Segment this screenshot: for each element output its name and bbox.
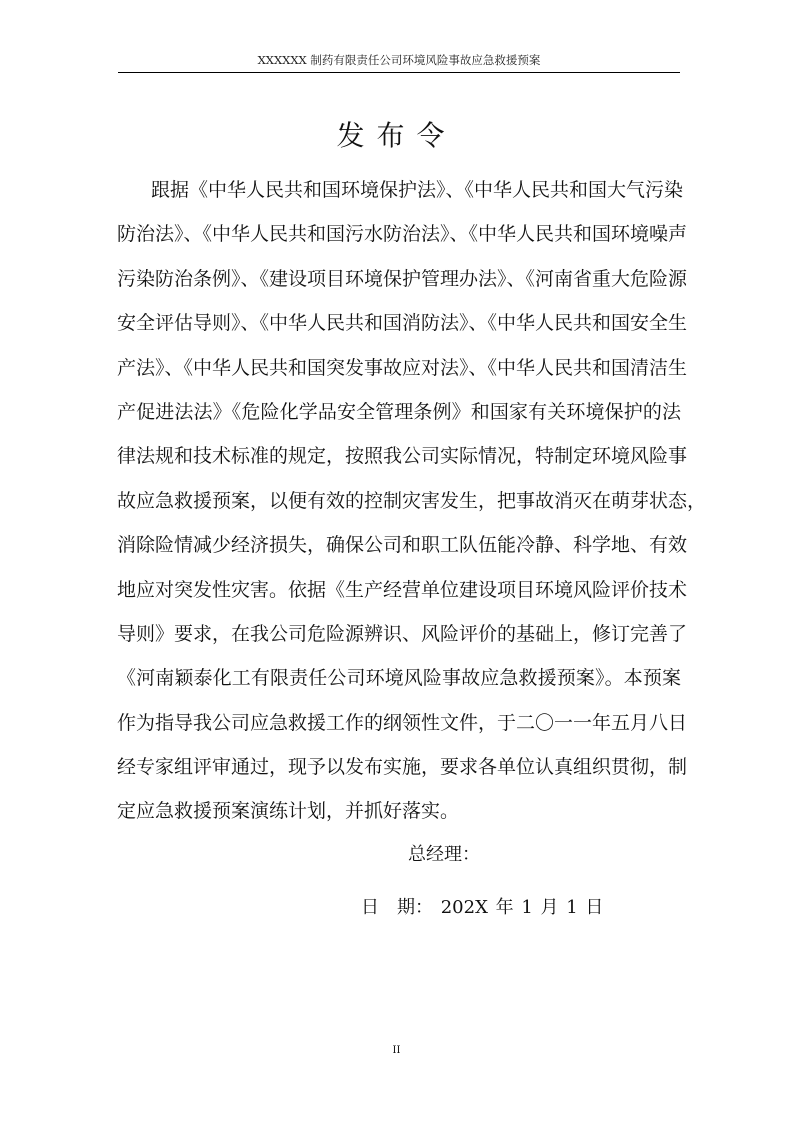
running-header: XXXXXX 制药有限责任公司环境风险事故应急救援预案 bbox=[257, 53, 541, 67]
page-number: II bbox=[392, 1045, 401, 1056]
body-line: 律法规和技术标准的规定，按照我公司实际情况，特制定环境风险事 bbox=[117, 445, 688, 468]
body-line: 经专家组评审通过，现予以发布实施，要求各单位认真组织贯彻，制 bbox=[117, 756, 688, 779]
body-line: 跟据《中华人民共和国环境保护法》、《中华人民共和国大气污染 bbox=[151, 179, 684, 201]
body-line: 定应急救援预案演练计划，并抓好落实。 bbox=[117, 800, 460, 823]
header-divider bbox=[118, 72, 680, 73]
body-line: 地应对突发性灾害。依据《生产经营单位建设项目环境风险评价技术 bbox=[117, 578, 688, 601]
body-line: 消除险情减少经济损失，确保公司和职工队伍能冷静、科学地、有效 bbox=[117, 534, 688, 557]
signature-label: 总经理： bbox=[408, 844, 480, 865]
date-line bbox=[361, 893, 603, 919]
body-line: 产法》、《中华人民共和国突发事故应对法》、《中华人民共和国清洁生 bbox=[117, 356, 688, 379]
body-line: 安全评估导则》、《中华人民共和国消防法》、《中华人民共和国安全生 bbox=[117, 312, 688, 335]
body-line: 导则》要求，在我公司危险源辨识、风险评价的基础上，修订完善了 bbox=[117, 622, 688, 645]
date-label: 日 期： bbox=[361, 897, 433, 918]
body-line: 作为指导我公司应急救援工作的纲领性文件，于二〇一一年五月八日 bbox=[117, 711, 688, 734]
date-value: 202X 年 1 月 1 日 bbox=[440, 897, 604, 918]
body-line: 防治法》、《中华人民共和国污水防治法》、《中华人民共和国环境噪声 bbox=[117, 223, 688, 246]
page-title: 发布令 bbox=[336, 119, 457, 152]
body-line: 产促进法法》《危险化学品安全管理条例》和国家有关环境保护的法 bbox=[117, 400, 681, 423]
body-line: 《河南颖泰化工有限责任公司环境风险事故应急救援预案》。本预案 bbox=[117, 667, 681, 690]
body-line: 污染防治条例》、《建设项目环境保护管理办法》、《河南省重大危险源 bbox=[117, 267, 688, 290]
body-line: 故应急救援预案，以便有效的控制灾害发生，把事故消灭在萌芽状态， bbox=[117, 489, 707, 512]
body-paragraph bbox=[117, 172, 707, 838]
